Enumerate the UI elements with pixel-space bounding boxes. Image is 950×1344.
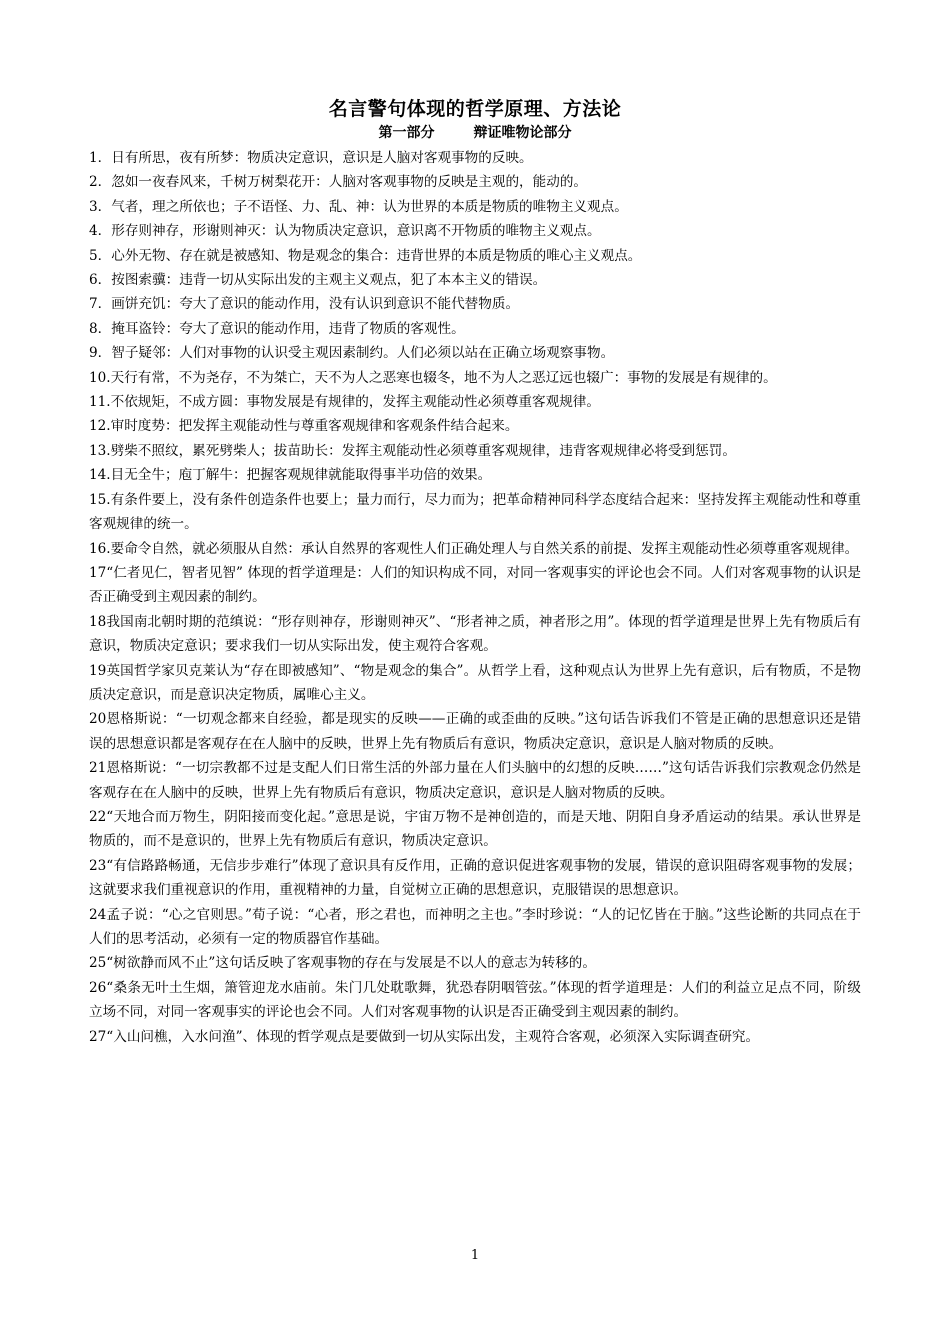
list-item: 13.劈柴不照纹，累死劈柴人；拔苗助长：发挥主观能动性必须尊重客观规律，违背客观规律必将受到惩罚。 (89, 442, 736, 459)
quote-list (89, 146, 861, 1049)
list-item: 6．按图索骥：违背一切从实际出发的主观主义观点，犯了本本主义的错误。 (89, 272, 547, 289)
list-item: 18我国南北朝时期的范缜说：“形存则神存，形谢则神灭”、“形者神之质，神者形之用”。体现的哲学道理是世界上先有物质后有意识，物质决定意识；要求我们一切从实际出发，使主观符合客观。 (89, 613, 861, 655)
list-item: 20恩格斯说：“一切观念都来自经验，都是现实的反映——正确的或歪曲的反映。”这句话告诉我们不管是正确的思想意识还是错误的思想意识都是客观存在在人脑中的反映，世界上先有物质后有意识，物质决定意识，意识是人脑对物质的反映。 (89, 711, 861, 752)
list-item: 8．掩耳盗铃：夸大了意识的能动作用，违背了物质的客观性。 (89, 320, 465, 337)
list-item: 27“入山问樵，入水问渔”、体现的哲学观点是要做到一切从实际出发，主观符合客观，必须深入实际调查研究。 (89, 1028, 760, 1045)
list-item: 1．日有所思，夜有所梦：物质决定意识，意识是人脑对客观事物的反映。 (89, 150, 533, 166)
list-item: 7．画饼充饥：夸大了意识的能动作用，没有认识到意识不能代替物质。 (89, 296, 520, 313)
page-number: 1 (470, 1248, 480, 1263)
document-content (89, 96, 861, 1049)
list-item: 17“仁者见仁，智者见智” 体现的哲学道理是：人们的知识构成不同，对同一客观事实的评论也会不同。人们对客观事物的认识是否正确受到主观因素的制约。 (89, 564, 861, 606)
section-heading: 第一部分 辩证唯物论部分 (378, 125, 572, 141)
list-item: 16.要命令自然，就必须服从自然：承认自然界的客观性人们正确处理人与自然关系的前提、发挥主观能动性必须尊重客观规律。 (89, 540, 859, 557)
document-title: 名言警句体现的哲学原理、方法论 (328, 98, 622, 120)
list-item: 19英国哲学家贝克莱认为“存在即被感知”、“物是观念的集合”。从哲学上看，这种观点认为世界上先有意识，后有物质，不是物质决定意识，而是意识决定物质，属唯心主义。 (89, 662, 861, 703)
list-item: 9．智子疑邻：人们对事物的认识受主观因素制约。人们必须以站在正确立场观察事物。 (89, 345, 615, 362)
list-item: 26“桑条无叶土生烟，箫管迎龙水庙前。朱门几处耽歌舞，犹恐春阴咽管弦。”体现的哲学道理是：人们的利益立足点不同，阶级立场不同，对同一客观事实的评论也会不同。人们对客观事物的认识是否正确受到主观因素的制约。 (89, 979, 861, 1021)
list-item: 22“天地合而万物生，阴阳接而变化起。”意思是说，宇宙万物不是神创造的，而是天地、阴阳自身矛盾运动的结果。承认世界是物质的，而不是意识的，世界上先有物质后有意识，物质决定意识。 (89, 808, 861, 850)
list-item: 5．心外无物、存在就是被感知、物是观念的集合：违背世界的本质是物质的唯心主义观点。 (89, 247, 642, 264)
list-item: 10.天行有常，不为尧存，不为桀亡，天不为人之恶寒也辍冬，地不为人之恶辽远也辍广：事物的发展是有规律的。 (89, 369, 777, 386)
list-item: 14.目无全牛；庖丁解牛：把握客观规律就能取得事半功倍的效果。 (89, 467, 492, 484)
list-item: 12.审时度势：把发挥主观能动性与尊重客观规律和客观条件结合起来。 (89, 418, 519, 435)
list-item: 25“树欲静而风不止”这句话反映了客观事物的存在与发展是不以人的意志为转移的。 (89, 955, 596, 972)
list-item: 23“有信路路畅通，无信步步难行”体现了意识具有反作用，正确的意识促进客观事物的发展，错误的意识阻碍客观事物的发展；这就要求我们重视意识的作用，重视精神的力量，自觉树立正确的思想意识，克服错误的思想意识。 (89, 857, 861, 899)
list-item: 21恩格斯说：“一切宗教都不过是支配人们日常生活的外部力量在人们头脑中的幻想的反映……”这句话告诉我们宗教观念仍然是客观存在在人脑中的反映，世界上先有物质后有意识，物质决定意识，意识是人脑对物质的反映。 (89, 760, 861, 801)
list-item: 3．气者，理之所依也；子不语怪、力、乱、神：认为世界的本质是物质的唯物主义观点。 (89, 198, 628, 215)
list-item: 11.不依规矩，不成方圆：事物发展是有规律的，发挥主观能动性必须尊重客观规律。 (89, 394, 600, 411)
list-item: 2．忽如一夜春风来，千树万树梨花开：人脑对客观事物的反映是主观的，能动的。 (89, 174, 588, 191)
list-item: 4．形存则神存，形谢则神灭：认为物质决定意识，意识离不开物质的唯物主义观点。 (89, 223, 601, 240)
list-item: 24孟子说：“心之官则思。”荀子说：“心者，形之君也，而神明之主也。”李时珍说：“人的记忆皆在于脑。”这些论断的共同点在于人们的思考活动，必须有一定的物质器官作基础。 (89, 906, 861, 947)
list-item: 15.有条件要上，没有条件创造条件也要上；量力而行，尽力而为；把革命精神同科学态度结合起来：坚持发挥主观能动性和尊重客观规律的统一。 (89, 491, 861, 533)
